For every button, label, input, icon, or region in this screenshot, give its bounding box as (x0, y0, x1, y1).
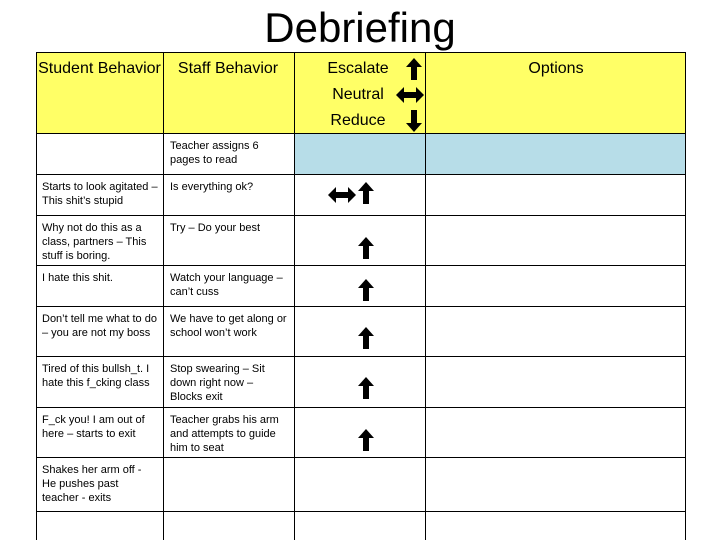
grid-line (36, 265, 686, 266)
escalate-arrow-icon (406, 58, 422, 80)
student-behavior-cell: Starts to look agitated – This shit’s stupid (42, 181, 158, 207)
up-arrow-icon (358, 377, 374, 399)
grid-line (36, 215, 686, 216)
staff-behavior-cell: Is everything ok? (170, 181, 254, 193)
staff-behavior-cell: Teacher assigns 6 pages to read (170, 140, 259, 166)
staff-behavior-cell: Stop swearing – Sit down right now – Blocks exit (170, 363, 265, 403)
header-reduce: Reduce (330, 112, 386, 129)
grid-line (36, 356, 686, 357)
highlight-cell (294, 133, 686, 174)
grid-line (36, 457, 686, 458)
grid-line (36, 133, 686, 134)
header-student-behavior: Student Behavior (38, 60, 161, 77)
header-options: Options (528, 60, 584, 77)
staff-behavior-cell (164, 460, 294, 463)
grid-line (36, 306, 686, 307)
staff-behavior-cell: Teacher grabs his arm and attempts to guide him to seat (170, 414, 279, 454)
grid-line (425, 52, 426, 540)
grid-line (36, 174, 686, 175)
up-arrow-icon (358, 237, 374, 259)
grid-line (36, 52, 37, 540)
student-behavior-cell: Why not do this as a class, partners – This stuff is boring. (42, 222, 147, 262)
student-behavior-cell: I hate this shit. (42, 272, 113, 284)
debriefing-table (36, 52, 686, 540)
up-arrow-icon (358, 429, 374, 451)
header-staff-behavior: Staff Behavior (177, 60, 279, 77)
up-arrow-icon (358, 279, 374, 301)
neutral-arrow-icon (396, 87, 424, 103)
neutral-arrow-icon (328, 187, 356, 203)
student-behavior-cell: F_ck you! I am out of here – starts to exit (42, 414, 145, 440)
header-neutral: Neutral (332, 86, 384, 103)
header-escalate: Escalate (327, 60, 389, 77)
up-arrow-icon (358, 182, 374, 204)
grid-line (36, 52, 686, 53)
reduce-arrow-icon (406, 110, 422, 132)
grid-line (36, 511, 686, 512)
grid-line (685, 52, 686, 540)
grid-line (294, 52, 295, 540)
student-behavior-cell: Don’t tell me what to do – you are not my boss (42, 313, 157, 339)
grid-line (163, 52, 164, 540)
student-behavior-cell: Shakes her arm off - He pushes past teacher - exits (42, 464, 142, 504)
up-arrow-icon (358, 327, 374, 349)
page-title: Debriefing (264, 4, 456, 51)
staff-behavior-cell: We have to get along or school won’t work (170, 313, 287, 339)
staff-behavior-cell: Watch your language – can’t cuss (170, 272, 283, 298)
staff-behavior-cell: Try – Do your best (170, 222, 261, 234)
student-behavior-cell: Tired of this bullsh_t. I hate this f_cking class (42, 363, 150, 389)
grid-line (36, 407, 686, 408)
